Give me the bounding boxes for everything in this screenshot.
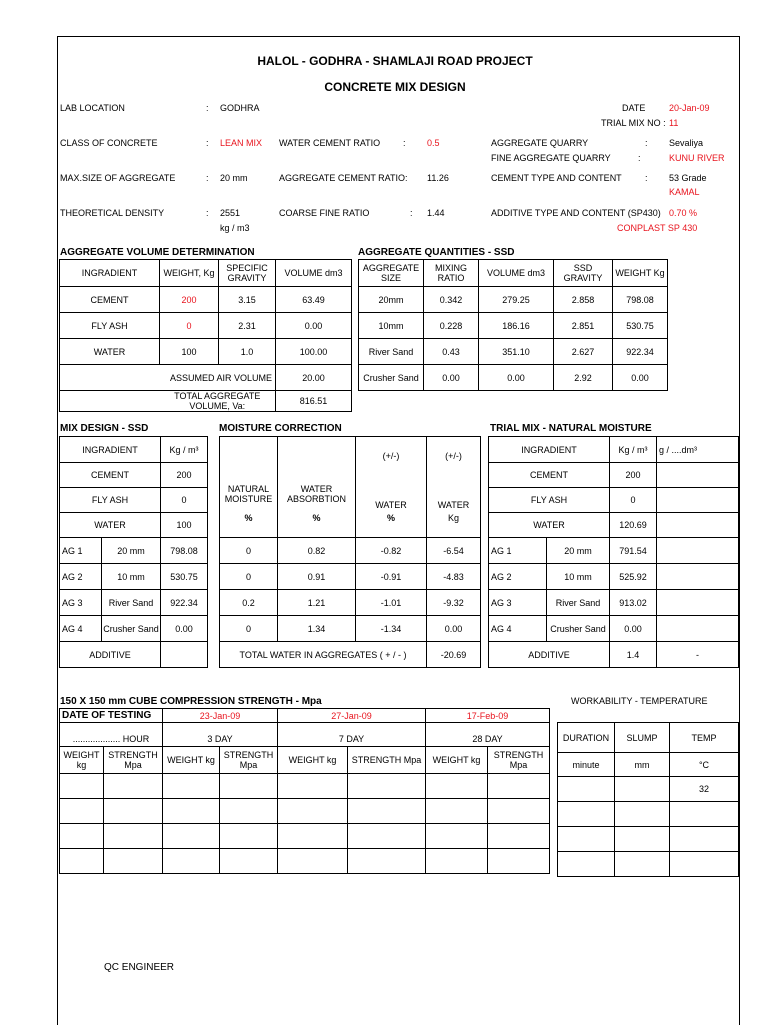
cell [657, 463, 739, 488]
cell: 0 [160, 313, 219, 339]
moisture-table [219, 436, 481, 668]
unit-cell: minute [558, 753, 615, 777]
cell: 10mm [359, 313, 424, 339]
cell [657, 564, 739, 590]
cell: Crusher Sand [359, 365, 424, 391]
colon: : [403, 138, 406, 148]
cell: 3.15 [219, 287, 276, 313]
density-unit: kg / m3 [220, 223, 250, 233]
cell: 10 mm [102, 564, 161, 590]
strength-header: STRENGTH Mpa [348, 747, 426, 774]
date-value: 20-Jan-09 [669, 103, 710, 113]
table-row [220, 642, 481, 668]
cell: Crusher Sand [547, 616, 610, 642]
max-size-value: 20 mm [220, 173, 248, 183]
cell: River Sand [359, 339, 424, 365]
total-water-value: -20.69 [427, 642, 481, 668]
cell: 100 [160, 339, 219, 365]
wc-label: WATER CEMENT RATIO [279, 138, 381, 148]
total-volume-value: 816.51 [276, 391, 352, 412]
cell: 1.0 [219, 339, 276, 365]
fine-quarry-label: FINE AGGREGATE QUARRY [491, 153, 611, 163]
table-row [489, 590, 739, 616]
table-row [489, 488, 739, 513]
header-cell: NATURAL MOISTURE [220, 475, 278, 513]
trial-mix-title: TRIAL MIX - NATURAL MOISTURE [490, 423, 652, 434]
cell: 798.08 [161, 538, 208, 564]
cell: 0.228 [424, 313, 479, 339]
table-row [60, 616, 208, 642]
table-row [60, 538, 208, 564]
cell: 2.627 [554, 339, 613, 365]
cell: ADDITIVE [489, 642, 610, 668]
total-water-label: TOTAL WATER IN AGGREGATES ( + / - ) [220, 642, 427, 668]
cell: 0.00 [610, 616, 657, 642]
cell: 0 [610, 488, 657, 513]
air-volume-value: 20.00 [276, 365, 352, 391]
page-title: HALOL - GODHRA - SHAMLAJI ROAD PROJECT [257, 54, 533, 68]
wc-value: 0.5 [427, 138, 440, 148]
cell: 798.08 [613, 287, 668, 313]
colon: : [206, 173, 209, 183]
plus-minus: (+/-) [356, 437, 427, 475]
table-row [60, 642, 208, 668]
cell: 0.00 [613, 365, 668, 391]
cell: AG 1 [60, 538, 102, 564]
header-cell: INGRADIENT [60, 260, 160, 287]
cfr-label: COARSE FINE RATIO [279, 208, 370, 218]
header-cell: MIXING RATIO [424, 260, 479, 287]
table-row [60, 590, 208, 616]
cell: 525.92 [610, 564, 657, 590]
lab-location-value: GODHRA [220, 103, 260, 113]
agg-quantities-table [358, 259, 668, 391]
cell: AG 4 [60, 616, 102, 642]
test-date-28-day: 17-Feb-09 [426, 709, 550, 723]
table-row [60, 774, 550, 799]
colon: : [206, 208, 209, 218]
workability-table [557, 722, 739, 877]
table-row [558, 777, 739, 802]
date-of-testing-label: DATE OF TESTING [60, 709, 163, 723]
cell: 2.31 [219, 313, 276, 339]
cell: AG 2 [60, 564, 102, 590]
cell: 1.4 [610, 642, 657, 668]
agg-quarry-label: AGGREGATE QUARRY [491, 138, 589, 148]
acr-label: AGGREGATE CEMENT RATIO: [279, 173, 408, 183]
agg-quarry-value: Sevaliya [669, 138, 704, 148]
cell: FLY ASH [60, 488, 161, 513]
colon: : [638, 153, 641, 163]
cell: -1.01 [356, 590, 427, 616]
cell: AG 1 [489, 538, 547, 564]
table-row [489, 463, 739, 488]
table-row [359, 365, 668, 391]
max-size-label: MAX.SIZE OF AGGREGATE [60, 173, 176, 183]
cell: 0 [161, 488, 208, 513]
strength-header: STRENGTH Mpa [220, 747, 278, 774]
cell: 0 [220, 538, 278, 564]
cell: 0.2 [220, 590, 278, 616]
cell [657, 616, 739, 642]
table-row [60, 849, 550, 874]
colon: : [206, 138, 209, 148]
slump-header: SLUMP [615, 723, 670, 753]
colon: : [206, 103, 209, 113]
cell: -0.82 [356, 538, 427, 564]
cell: 10 mm [547, 564, 610, 590]
date-label: DATE [622, 103, 646, 113]
header-cell: WATER ABSORBTION [278, 475, 356, 513]
colon: : [645, 173, 648, 183]
header-cell: Kg / m³ [161, 437, 208, 463]
fine-quarry-value: KUNU RIVER [669, 153, 725, 163]
header-cell: WATER [427, 475, 481, 513]
table-row [60, 313, 352, 339]
cube-table [59, 708, 550, 874]
header-cell: INGRADIENT [60, 437, 161, 463]
header-cell: SSD GRAVITY [554, 260, 613, 287]
cell: 200 [161, 463, 208, 488]
cell: 120.69 [610, 513, 657, 538]
page-subtitle: CONCRETE MIX DESIGN [324, 80, 466, 94]
table-row [220, 590, 481, 616]
age-28-day: 28 DAY [426, 723, 550, 747]
test-date-3-day: 23-Jan-09 [163, 709, 278, 723]
mix-ssd-table [59, 436, 208, 668]
cell: 0.00 [424, 365, 479, 391]
agg-quantities-title: AGGREGATE QUANTITIES - SSD [358, 247, 515, 258]
cell: FLY ASH [60, 313, 160, 339]
workability-title: WORKABILITY - TEMPERATURE [571, 696, 708, 706]
table-row [220, 616, 481, 642]
age-3-day: 3 DAY [163, 723, 278, 747]
cell: 100.00 [276, 339, 352, 365]
header-cell: VOLUME dm3 [479, 260, 554, 287]
table-row [558, 802, 739, 827]
cell: AG 3 [60, 590, 102, 616]
cell: -4.83 [427, 564, 481, 590]
cell [657, 488, 739, 513]
cell: River Sand [102, 590, 161, 616]
cell: -0.91 [356, 564, 427, 590]
acr-value: 11.26 [427, 173, 449, 183]
cell: 2.851 [554, 313, 613, 339]
total-volume-label: TOTAL AGGREGATE VOLUME, Va: [160, 391, 276, 412]
cube-title: 150 X 150 mm CUBE COMPRESSION STRENGTH - Mpa [60, 696, 322, 707]
mix-ssd-title: MIX DESIGN - SSD [60, 423, 149, 434]
cell: 0.82 [278, 538, 356, 564]
class-value: LEAN MIX [220, 138, 263, 148]
cell: AG 4 [489, 616, 547, 642]
cell: -6.54 [427, 538, 481, 564]
table-row [558, 827, 739, 852]
cell: 530.75 [161, 564, 208, 590]
table-row [60, 513, 208, 538]
table-row [489, 513, 739, 538]
cell: 0.00 [427, 616, 481, 642]
cell: 0.43 [424, 339, 479, 365]
moisture-title: MOISTURE CORRECTION [219, 423, 342, 434]
weight-header: WEIGHT kg [426, 747, 488, 774]
table-row [60, 287, 352, 313]
unit-cell: % [278, 513, 356, 538]
table-row [558, 852, 739, 877]
additive-label: ADDITIVE TYPE AND CONTENT (SP430) [491, 208, 661, 218]
weight-header: WEIGHT kg [278, 747, 348, 774]
header-cell: WATER [356, 475, 427, 513]
header-cell: Kg / m³ [610, 437, 657, 463]
table-row [60, 824, 550, 849]
table-row [489, 564, 739, 590]
colon: : [410, 208, 413, 218]
table-row [220, 538, 481, 564]
class-label: CLASS OF CONCRETE [60, 138, 158, 148]
cell: 530.75 [613, 313, 668, 339]
table-row [60, 365, 352, 391]
header-cell: WEIGHT Kg [613, 260, 668, 287]
cell: 0.91 [278, 564, 356, 590]
cell: 63.49 [276, 287, 352, 313]
unit-cell: % [356, 513, 427, 538]
temp-value: 32 [670, 777, 739, 802]
cell: 1.34 [278, 616, 356, 642]
cell: 922.34 [613, 339, 668, 365]
cell: -1.34 [356, 616, 427, 642]
table-row [60, 799, 550, 824]
strength-header: STRENGTH Mpa [488, 747, 550, 774]
cell: Crusher Sand [102, 616, 161, 642]
cell: 2.92 [554, 365, 613, 391]
cell: 0.00 [161, 616, 208, 642]
age-hour: ................... HOUR [60, 723, 163, 747]
cell: 1.21 [278, 590, 356, 616]
cfr-value: 1.44 [427, 208, 445, 218]
cell: 200 [160, 287, 219, 313]
header-cell: VOLUME dm3 [276, 260, 352, 287]
qc-engineer-label: QC ENGINEER [104, 962, 175, 973]
cement-brand-value: KAMAL [669, 187, 700, 197]
cell: - [657, 642, 739, 668]
unit-cell: °C [670, 753, 739, 777]
additive-name: CONPLAST SP 430 [617, 223, 698, 233]
table-row [60, 564, 208, 590]
cell: 0.342 [424, 287, 479, 313]
cell: 913.02 [610, 590, 657, 616]
unit-cell: mm [615, 753, 670, 777]
table-row [60, 463, 208, 488]
header-cell: AGGREGATE SIZE [359, 260, 424, 287]
table-row [220, 564, 481, 590]
cell [657, 538, 739, 564]
cement-type-value: 53 Grade [669, 173, 707, 183]
weight-header: WEIGHT kg [163, 747, 220, 774]
cell: 20 mm [547, 538, 610, 564]
header-cell: INGRADIENT [489, 437, 610, 463]
duration-header: DURATION [558, 723, 615, 753]
agg-volume-table [59, 259, 352, 412]
plus-minus: (+/-) [427, 437, 481, 475]
table-row [359, 339, 668, 365]
cell: ADDITIVE [60, 642, 161, 668]
cell: WATER [60, 513, 161, 538]
cell: 0 [220, 564, 278, 590]
cell: River Sand [547, 590, 610, 616]
colon: : [645, 138, 648, 148]
cell: 351.10 [479, 339, 554, 365]
age-7-day: 7 DAY [278, 723, 426, 747]
cell: CEMENT [489, 463, 610, 488]
table-row [60, 339, 352, 365]
cell: 20 mm [102, 538, 161, 564]
table-row [489, 642, 739, 668]
trial-mix-label: TRIAL MIX NO : [601, 118, 666, 128]
trial-mix-table [488, 436, 739, 668]
cell: CEMENT [60, 287, 160, 313]
additive-value: 0.70 % [669, 208, 698, 218]
cell [657, 590, 739, 616]
cell: AG 2 [489, 564, 547, 590]
cell [657, 513, 739, 538]
cell: AG 3 [489, 590, 547, 616]
density-value: 2551 [220, 208, 241, 218]
cell: 0.00 [276, 313, 352, 339]
cement-type-label: CEMENT TYPE AND CONTENT [491, 173, 622, 183]
density-label: THEORETICAL DENSITY [60, 208, 165, 218]
cell: CEMENT [60, 463, 161, 488]
header-cell: g / ....dm³ [657, 437, 739, 463]
trial-mix-value: 11 [669, 118, 679, 128]
cell: 2.858 [554, 287, 613, 313]
cell: 922.34 [161, 590, 208, 616]
weight-header: WEIGHT kg [60, 747, 104, 774]
cell: FLY ASH [489, 488, 610, 513]
agg-volume-title: AGGREGATE VOLUME DETERMINATION [60, 247, 255, 258]
cell: 200 [610, 463, 657, 488]
lab-location-label: LAB LOCATION [60, 103, 125, 113]
cell: WATER [60, 339, 160, 365]
table-row [359, 287, 668, 313]
cell: -9.32 [427, 590, 481, 616]
air-volume-label: ASSUMED AIR VOLUME [60, 365, 276, 391]
cell: 0.00 [479, 365, 554, 391]
test-date-7-day: 27-Jan-09 [278, 709, 426, 723]
temp-header: TEMP [670, 723, 739, 753]
table-row [489, 538, 739, 564]
cell: WATER [489, 513, 610, 538]
cell: 100 [161, 513, 208, 538]
cell [161, 642, 208, 668]
cell: 0 [220, 616, 278, 642]
unit-cell: % [220, 513, 278, 538]
cell: 186.16 [479, 313, 554, 339]
cell: 20mm [359, 287, 424, 313]
table-row [489, 616, 739, 642]
cell: 279.25 [479, 287, 554, 313]
strength-header: STRENGTH Mpa [104, 747, 163, 774]
unit-cell: Kg [427, 513, 481, 538]
table-row [60, 391, 352, 412]
table-row [359, 313, 668, 339]
header-cell: SPECIFIC GRAVITY [219, 260, 276, 287]
table-row [60, 488, 208, 513]
cell: 791.54 [610, 538, 657, 564]
header-cell: WEIGHT, Kg [160, 260, 219, 287]
